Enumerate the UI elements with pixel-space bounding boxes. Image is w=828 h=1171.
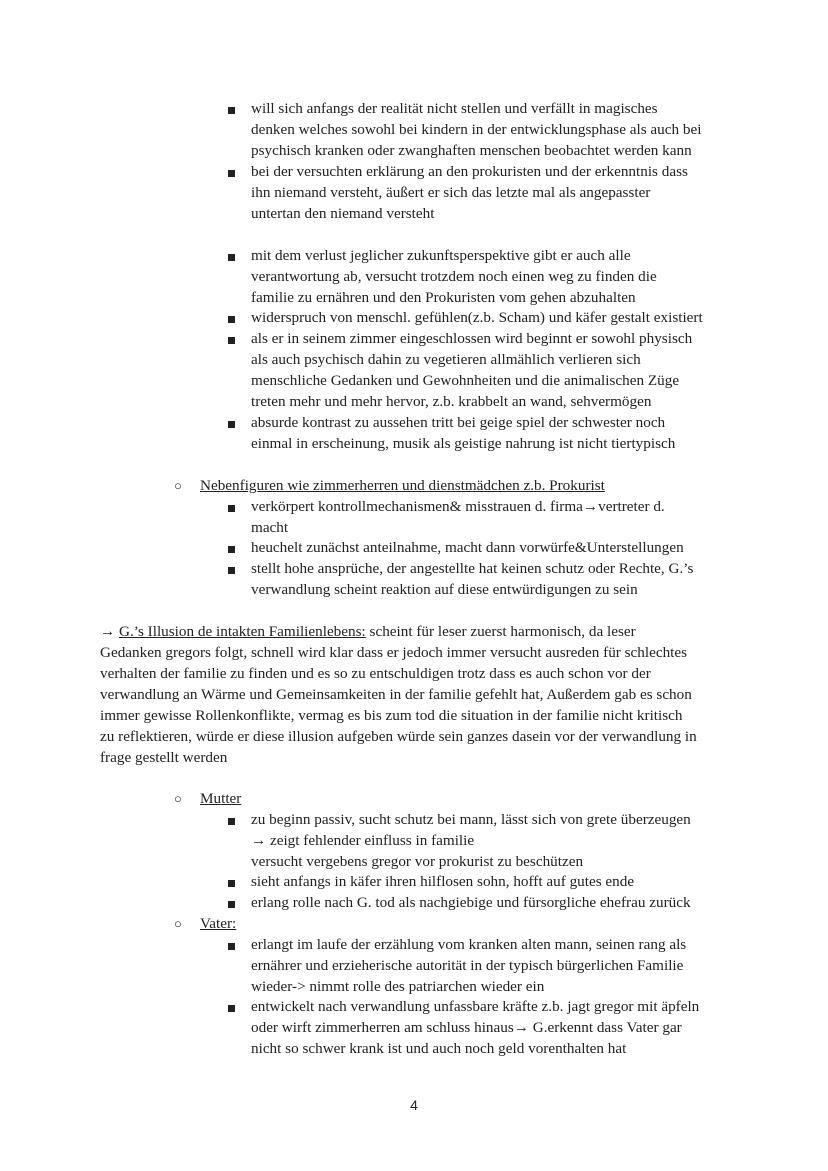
text-line: widerspruch von menschl. gefühlen(z.b. Scham) und käfer gestalt existiert xyxy=(251,309,703,326)
text-line: erlangt im laufe der erzählung vom kranken alten mann, seinen rang als xyxy=(251,936,687,953)
page-number: 4 xyxy=(410,1097,418,1113)
text-line: verkörpert kontrollmechanismen& misstrauen d. firma→vertreter d. xyxy=(251,498,665,515)
section-heading-mutter: Mutter xyxy=(200,790,242,807)
text-line: nicht so schwer krank ist und auch noch geld vorenthalten hat xyxy=(251,1040,627,1057)
bullet-square-icon xyxy=(228,107,235,114)
bullet-square-icon xyxy=(228,901,235,908)
text-line: stellt hohe ansprüche, der angestellte hat keinen schutz oder Rechte, G.’s xyxy=(251,560,694,577)
bullet-square-icon xyxy=(228,316,235,323)
text-line: versucht vergebens gregor vor prokurist zu beschützen xyxy=(251,853,584,870)
text-span: scheint für leser zuerst harmonisch, da leser xyxy=(365,623,636,640)
bullet-square-icon xyxy=(228,818,235,825)
text-line: treten mehr und mehr hervor, z.b. krabbelt an wand, sehvermögen xyxy=(251,393,652,410)
text-line: zu beginn passiv, sucht schutz bei mann, lässt sich von grete überzeugen xyxy=(251,811,691,828)
text-line: untertan den niemand versteht xyxy=(251,205,435,222)
bullet-square-icon xyxy=(228,505,235,512)
text-line: als auch psychisch dahin zu vegetieren allmählich verlieren sich xyxy=(251,351,641,368)
text-line: will sich anfangs der realität nicht stellen und verfällt in magisches xyxy=(251,100,658,117)
bullet-circle-icon: ○ xyxy=(174,478,182,493)
text-line: ihn niemand versteht, äußert er sich das letzte mal als angepasster xyxy=(251,184,651,201)
bullet-square-icon xyxy=(228,337,235,344)
text-line: absurde kontrast zu aussehen tritt bei geige spiel der schwester noch xyxy=(251,414,666,431)
text-line: → zeigt fehlender einfluss in familie xyxy=(251,832,475,849)
text-line: zu reflektieren, würde er diese illusion aufgeben würde sein ganzes dasein vor der verwandlung in xyxy=(100,728,697,745)
text-line: verwandlung scheint reaktion auf diese entwürdigungen zu sein xyxy=(251,581,638,598)
text-line: menschliche Gedanken und Gewohnheiten und die animalischen Züge xyxy=(251,372,680,389)
text-line: heuchelt zunächst anteilnahme, macht dann vorwürfe&Unterstellungen xyxy=(251,539,684,556)
arrow-icon: → xyxy=(100,623,119,640)
text-line: verwandlung an Wärme und Gemeinsamkeiten in der familie gefehlt hat, Außerdem gab es schon xyxy=(100,686,692,703)
text-line: immer gewisse Rollenkonflikte, vermag es bis zum tod die situation in der familie nicht kritisch xyxy=(100,707,683,724)
bullet-square-icon xyxy=(228,567,235,574)
text-line: Gedanken gregors folgt, schnell wird klar dass er jedoch immer versucht ausreden für schlechtes xyxy=(100,644,688,661)
text-line: wieder-> nimmt rolle des patriarchen wieder ein xyxy=(251,978,545,995)
section-heading-vater: Vater: xyxy=(200,915,237,932)
bullet-square-icon xyxy=(228,943,235,950)
bullet-square-icon xyxy=(228,170,235,177)
illusion-paragraph-first-line xyxy=(100,621,636,642)
illusion-title: G.’s Illusion de intakten Familienlebens: xyxy=(118,623,366,640)
bullet-square-icon xyxy=(228,880,235,887)
text-line: mit dem verlust jeglicher zukunftsperspektive gibt er auch alle xyxy=(251,247,631,264)
text-line: familie zu ernähren und den Prokuristen vom gehen abzuhalten xyxy=(251,289,636,306)
text-line: denken welches sowohl bei kindern in der entwicklungsphase als auch bei xyxy=(251,121,702,138)
bullet-square-icon xyxy=(228,1005,235,1012)
text-line: erlang rolle nach G. tod als nachgiebige und fürsorgliche ehefrau zurück xyxy=(251,894,691,911)
bullet-square-icon xyxy=(228,254,235,261)
bullet-circle-icon: ○ xyxy=(174,916,182,931)
text-line: als er in seinem zimmer eingeschlossen wird beginnt er sowohl physisch xyxy=(251,330,693,347)
text-line: bei der versuchten erklärung an den prokuristen und der erkenntnis dass xyxy=(251,163,688,180)
text-line: einmal in erscheinung, musik als geistige nahrung ist nicht tiertypisch xyxy=(251,435,676,452)
text-line: frage gestellt werden xyxy=(100,749,228,766)
text-line: sieht anfangs in käfer ihren hilflosen sohn, hofft auf gutes ende xyxy=(251,873,635,890)
text-line: verantwortung ab, versucht trotzdem noch einen weg zu finden die xyxy=(251,268,657,285)
text-line: oder wirft zimmerherren am schluss hinaus→ G.erkennt dass Vater gar xyxy=(251,1019,682,1036)
text-line: ernährer und erzieherische autorität in der typisch bürgerlichen Familie xyxy=(251,957,684,974)
bullet-square-icon xyxy=(228,546,235,553)
section-heading-nebenfiguren: Nebenfiguren wie zimmerherren und dienstmädchen z.b. Prokurist xyxy=(200,477,605,494)
bullet-circle-icon: ○ xyxy=(174,791,182,806)
text-line: macht xyxy=(251,519,289,536)
text-line: psychisch kranken oder zwanghaften menschen beobachtet werden kann xyxy=(251,142,692,159)
text-line: entwickelt nach verwandlung unfassbare kräfte z.b. jagt gregor mit äpfeln xyxy=(251,998,700,1015)
bullet-square-icon xyxy=(228,421,235,428)
text-line: verhalten der familie zu finden und es so zu entschuldigen trotz dass es auch schon vor der xyxy=(100,665,651,682)
